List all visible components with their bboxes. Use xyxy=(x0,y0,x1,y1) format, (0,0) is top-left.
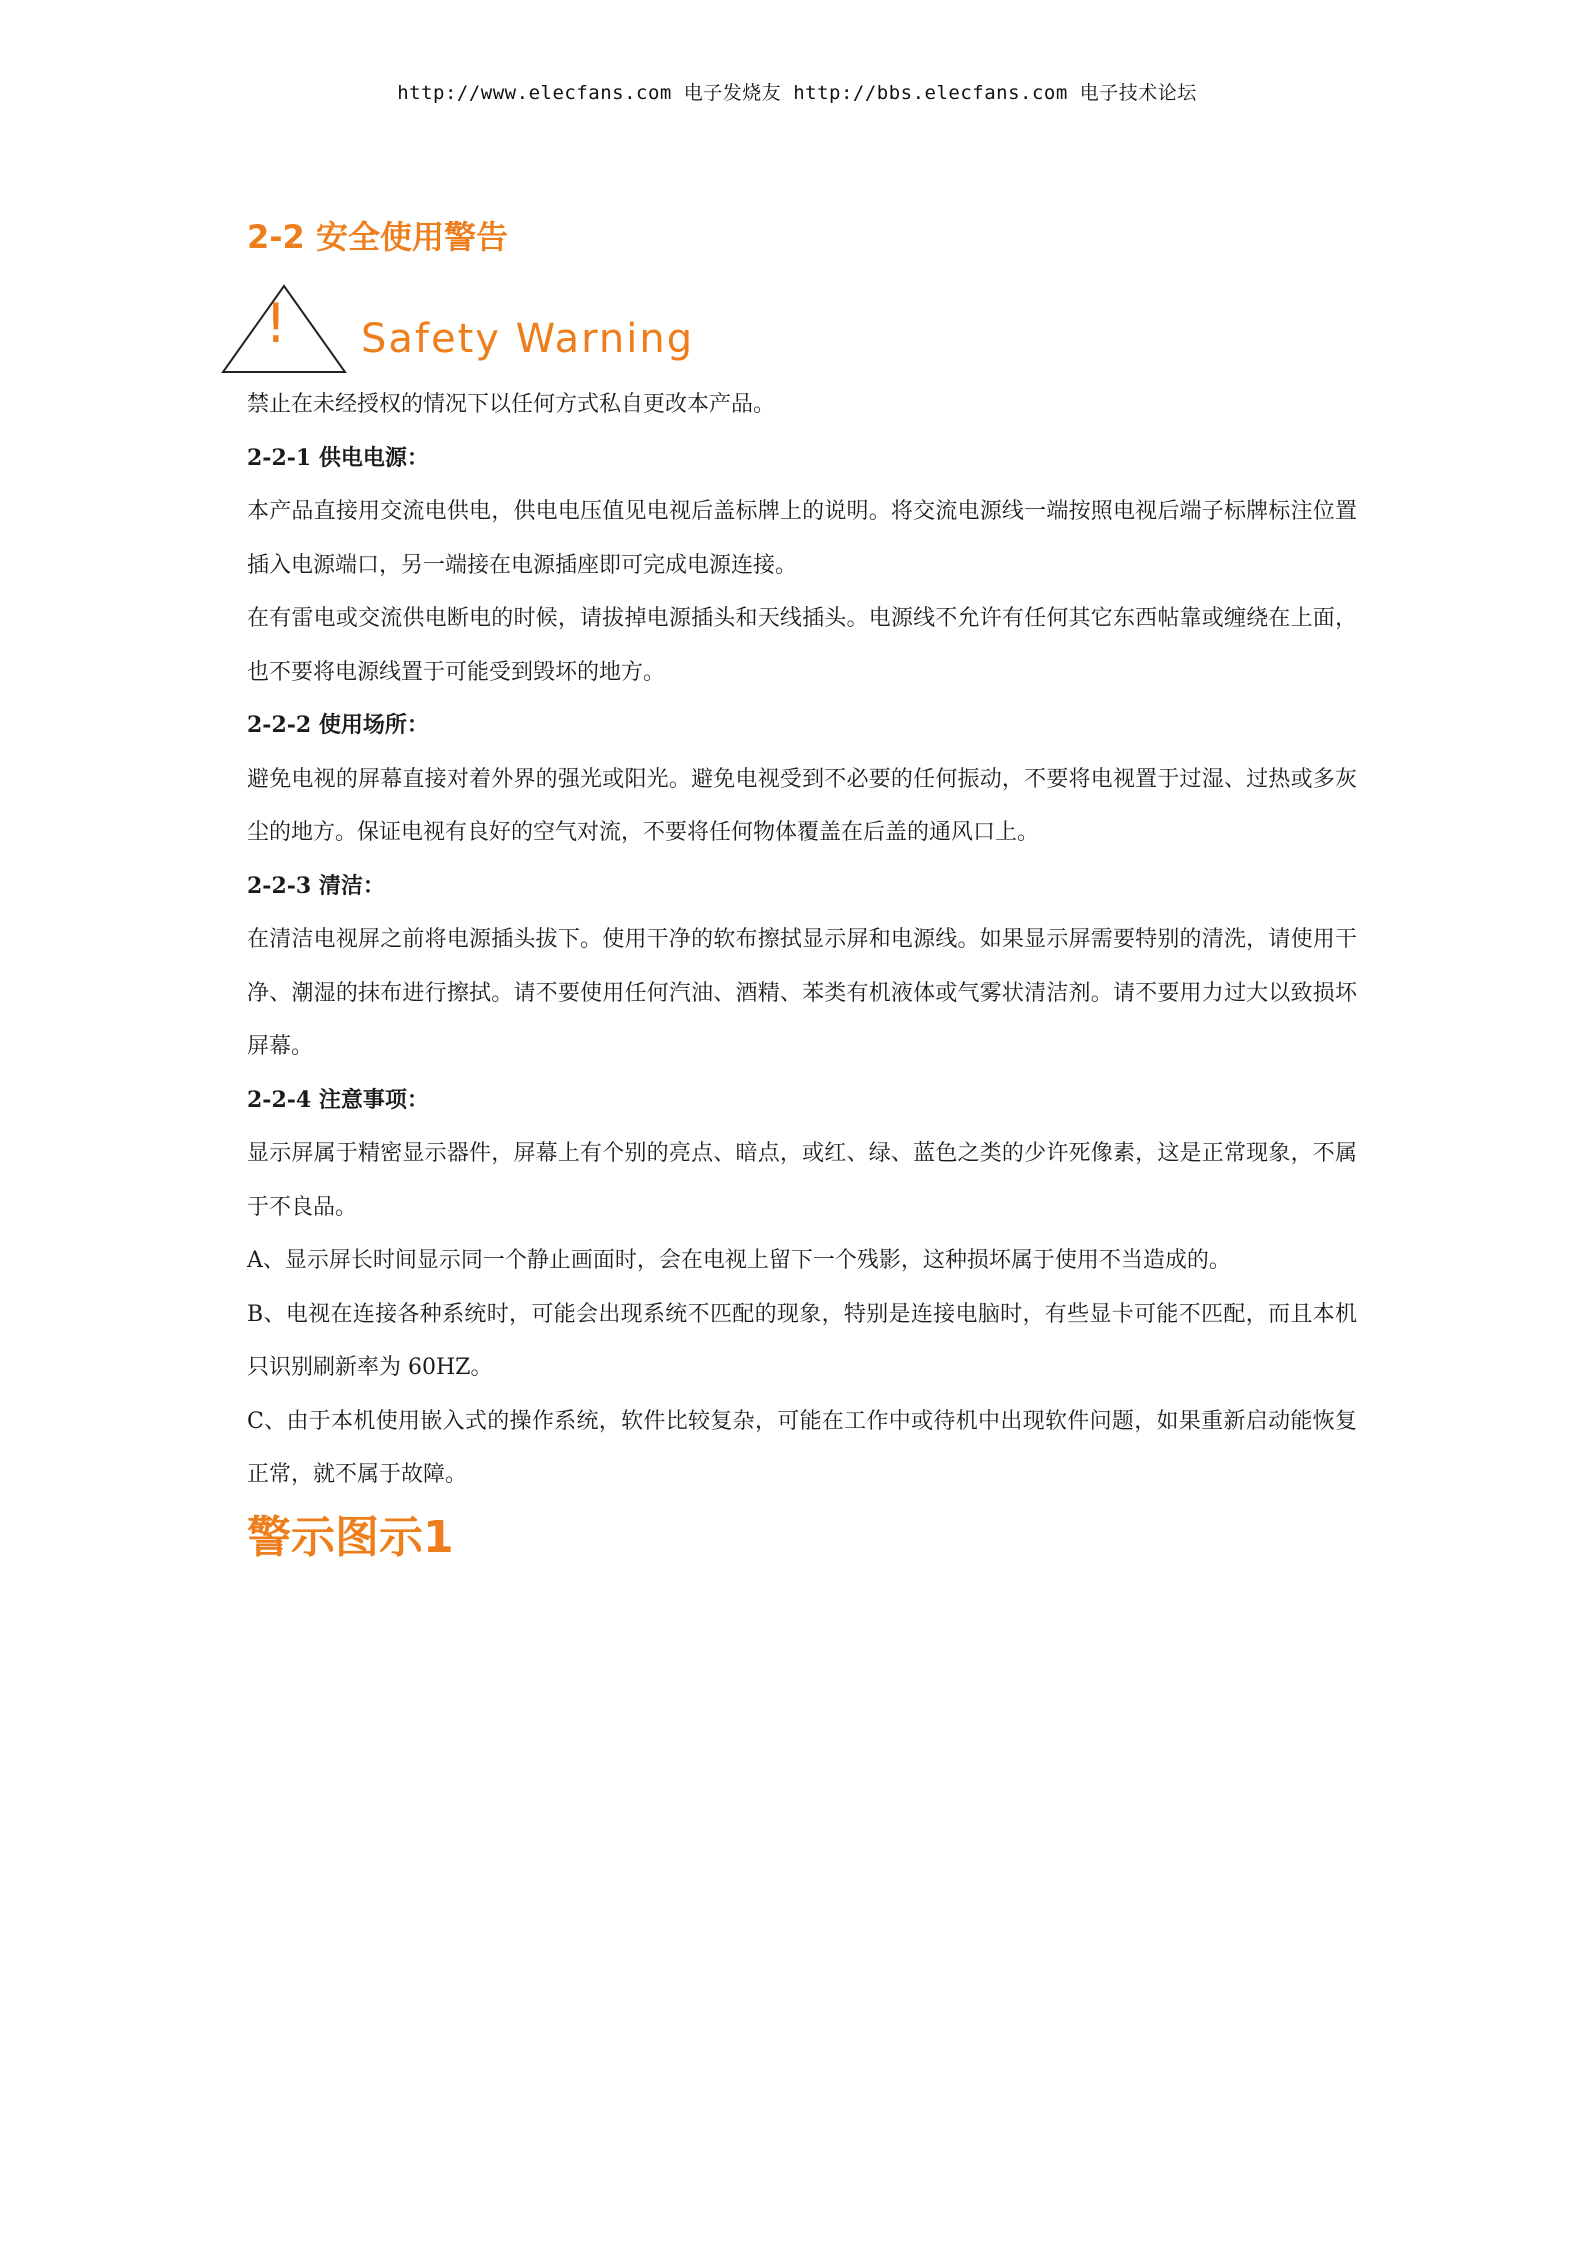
paragraph: C、由于本机使用嵌入式的操作系统，软件比较复杂，可能在工作中或待机中出现软件问题，如果重新启动能恢复正常，就不属于故障。 xyxy=(247,1408,1357,1487)
paragraph: 显示屏属于精密显示器件，屏幕上有个别的亮点、暗点，或红、绿、蓝色之类的少许死像素，这是正常现象，不属于不良品。 xyxy=(247,1141,1357,1220)
subsection-title-notes: 2-2-4 注意事项： xyxy=(247,1086,429,1113)
paragraph: 在清洁电视屏之前将电源插头拔下。使用干净的软布擦拭显示屏和电源线。如果显示屏需要特别的清洗，请使用干净、潮湿的抹布进行擦拭。请不要使用任何汽油、酒精、苯类有机液体或气雾状清洁剂。请不要用力过大以致损坏屏幕。 xyxy=(247,927,1357,1059)
paragraph: 在有雷电或交流供电断电的时候，请拔掉电源插头和天线插头。电源线不允许有任何其它东西帖靠或缠绕在上面，也不要将电源线置于可能受到毁坏的地方。 xyxy=(247,606,1357,685)
paragraph: B、电视在连接各种系统时，可能会出现系统不匹配的现象，特别是连接电脑时，有些显卡可能不匹配，而且本机只识别刷新率为 60HZ。 xyxy=(247,1301,1357,1380)
warning-triangle-icon xyxy=(221,282,351,378)
figure-caption: 警示图示1 xyxy=(247,1511,454,1563)
warning-exclamation: ! xyxy=(265,292,287,355)
section-title: 2-2 安全使用警告 xyxy=(247,218,508,256)
subsection-title-power: 2-2-1 供电电源： xyxy=(247,444,429,471)
page-header: http://www.elecfans.com 电子发烧友 http://bbs.elecfans.com 电子技术论坛 xyxy=(397,82,1197,104)
paragraph: A、显示屏长时间显示同一个静止画面时，会在电视上留下一个残影，这种损坏属于使用不当造成的。 xyxy=(247,1248,1231,1273)
safety-warning-banner xyxy=(221,282,1357,378)
paragraph: 避免电视的屏幕直接对着外界的强光或阳光。避免电视受到不必要的任何振动，不要将电视置于过湿、过热或多灰尘的地方。保证电视有良好的空气对流，不要将任何物体覆盖在后盖的通风口上。 xyxy=(247,766,1357,845)
subsection-title-location: 2-2-2 使用场所： xyxy=(247,712,429,738)
subsection-title-cleaning: 2-2-3 清洁： xyxy=(247,872,385,899)
intro-paragraph: 禁止在未经授权的情况下以任何方式私自更改本产品。 xyxy=(247,392,776,417)
paragraph: 本产品直接用交流电供电，供电电压值见电视后盖标牌上的说明。将交流电源线一端按照电视后端子标牌标注位置插入电源端口，另一端接在电源插座即可完成电源连接。 xyxy=(247,499,1357,578)
safety-warning-label: Safety Warning xyxy=(361,316,695,362)
main-content xyxy=(247,212,1357,1568)
